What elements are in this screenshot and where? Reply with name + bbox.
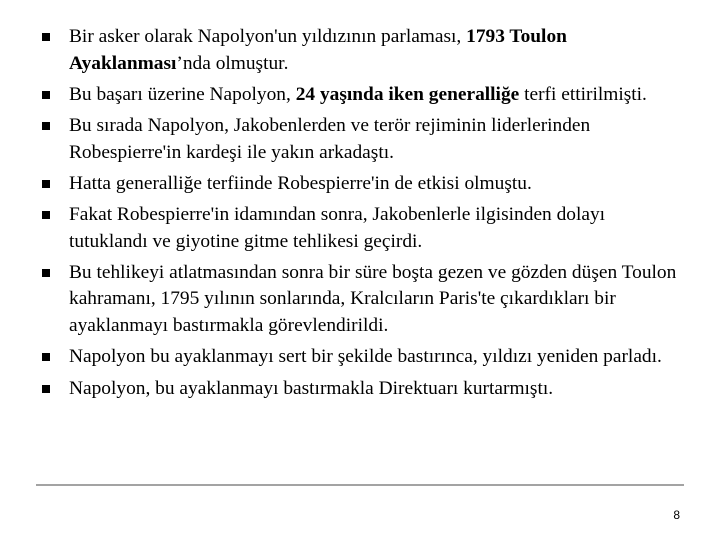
bullet-item [40, 376, 680, 403]
bullet-text: Bu tehlikeyi atlatmasından sonra bir süre boşta gezen ve gözden düşen Toulon kahramanı, 1795 yılının sonlarında, Kralcıların Paris'te çıkardıkları bir ayaklanmayı bastırmakla görevlendirildi. [69, 261, 677, 336]
bullet-text: Napolyon bu ayaklanmayı sert bir şekilde bastırınca, yıldızı yeniden parladı. [69, 346, 662, 368]
bullet-item [40, 202, 680, 255]
bullet-item [40, 344, 680, 371]
footer-divider [36, 484, 684, 486]
bullet-text: Napolyon, bu ayaklanmayı bastırmakla Direktuarı kurtarmıştı. [69, 377, 554, 399]
bullet-text: Fakat Robespierre'in idamından sonra, Jakobenlerle ilgisinden dolayı tutuklandı ve giyotine gitme tehlikesi geçirdi. [69, 204, 606, 252]
bullet-item [40, 82, 680, 109]
square-bullet-icon [42, 211, 50, 219]
bullet-list [40, 24, 680, 407]
bullet-item [40, 171, 680, 198]
page-number: 8 [673, 508, 680, 522]
bullet-item [40, 24, 680, 77]
square-bullet-icon [42, 33, 50, 41]
bullet-text: Bir asker olarak Napolyon'un yıldızının parlaması, [69, 26, 467, 47]
bullet-text: Hatta generalliğe terfiinde Robespierre'in de etkisi olmuştu. [69, 172, 532, 194]
bullet-item [40, 260, 680, 340]
bullet-text: terfi ettirilmişti. [519, 83, 647, 105]
square-bullet-icon [42, 269, 50, 277]
bullet-text: Bu sırada Napolyon, Jakobenlerden ve terör rejiminin liderlerinden Robespierre'in kardeşi ile yakın arkadaştı. [69, 115, 591, 163]
square-bullet-icon [42, 385, 50, 393]
square-bullet-icon [42, 91, 50, 99]
bullet-text-bold: 24 yaşında iken generalliğe [295, 83, 520, 105]
square-bullet-icon [42, 122, 50, 130]
bullet-text-bold: 1793 Toulon Ayaklanması [69, 26, 567, 74]
bullet-text: Bu başarı üzerine Napolyon, [69, 83, 296, 105]
bullet-item [40, 113, 680, 166]
square-bullet-icon [42, 180, 50, 188]
square-bullet-icon [42, 353, 50, 361]
bullet-text: ’nda olmuştur. [176, 52, 289, 74]
